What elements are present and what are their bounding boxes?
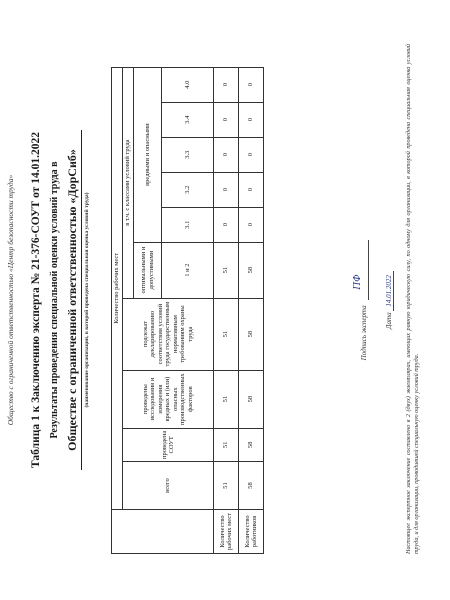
- class-4-0: 4.0: [162, 67, 214, 102]
- date-line: [385, 120, 393, 480]
- date-label: Дата: [385, 312, 393, 329]
- table-cell: 0: [214, 102, 239, 137]
- class-3-3: 3.3: [162, 137, 214, 172]
- table-cell: 58: [239, 462, 264, 510]
- table-row: [239, 67, 264, 553]
- table-row: [214, 67, 239, 553]
- document-subtitle: Результаты проведения специальной оценки условий труда в: [49, 161, 60, 439]
- table-cell: 58: [239, 370, 264, 428]
- header-classes: в т.ч. с классами условий труда: [123, 67, 134, 298]
- class-3-4: 3.4: [162, 102, 214, 137]
- signature-handwriting: ПФ: [353, 274, 363, 290]
- table-cell: 0: [214, 67, 239, 102]
- table-cell: 51: [214, 462, 239, 510]
- document-title: Таблица 1 к Заключению эксперта № 21-376-СОУТ от 14.01.2022: [30, 132, 42, 468]
- table-cell: 0: [239, 67, 264, 102]
- row-label-workplaces: Количество рабочих мест: [214, 510, 239, 554]
- class-3-1: 3.1: [162, 207, 214, 242]
- organization-header: Общество с ограниченной ответственностью «Центр безопасности труда»: [6, 174, 15, 426]
- table-cell: 0: [214, 137, 239, 172]
- table-cell: 0: [239, 137, 264, 172]
- table-cell: 0: [239, 207, 264, 242]
- table-cell: 51: [214, 370, 239, 428]
- header-harmful: вредными и опасными: [134, 67, 162, 242]
- results-table: [111, 67, 264, 554]
- company-name: Обществе с ограниченной ответственностью «ДорСиб»: [65, 130, 82, 470]
- header-declared: подлежат декларированию соответствия условий труда государственным нормативным требованиям охраны труда: [123, 298, 214, 370]
- table-cell: 51: [214, 242, 239, 298]
- date-value: 14.01.2022: [385, 271, 394, 311]
- company-name-caption: (наименование организации, в которой проведена специальная оценка условий труда): [84, 192, 90, 408]
- header-workplaces: Количество рабочих мест: [112, 67, 123, 509]
- table-cell: 51: [214, 298, 239, 370]
- signature-line: [353, 120, 369, 480]
- footnote: Настоящее экспертное заключение составлено в 2 (двух) экземплярах, имеющих равную юридическую силу, по одному для организации, в которой проведена специальная оценка условий труда, и для организации, проводившей специальную оценку условий труда.: [405, 44, 421, 554]
- header-total: всего: [123, 462, 214, 510]
- class-3-2: 3.2: [162, 172, 214, 207]
- table-cell: 51: [214, 428, 239, 461]
- table-cell: 58: [239, 428, 264, 461]
- signature-field: [353, 240, 369, 300]
- signature-label: Подпись эксперта: [360, 305, 368, 361]
- table-cell: 58: [239, 298, 264, 370]
- header-conducted: проведена СОУТ: [123, 428, 214, 461]
- table-cell: 0: [239, 102, 264, 137]
- header-measurements: проведены исследования и измерения вредных и (или) опасных производственных факторов: [123, 370, 214, 428]
- row-label-employees: Количество работников: [239, 510, 264, 554]
- corner-cell: [112, 510, 214, 554]
- header-optimal: оптимальными и допустимыми: [134, 242, 162, 298]
- table-cell: 0: [214, 207, 239, 242]
- table-cell: 58: [239, 242, 264, 298]
- table-cell: 0: [239, 172, 264, 207]
- class-optimal: 1 и 2: [162, 242, 214, 298]
- table-cell: 0: [214, 172, 239, 207]
